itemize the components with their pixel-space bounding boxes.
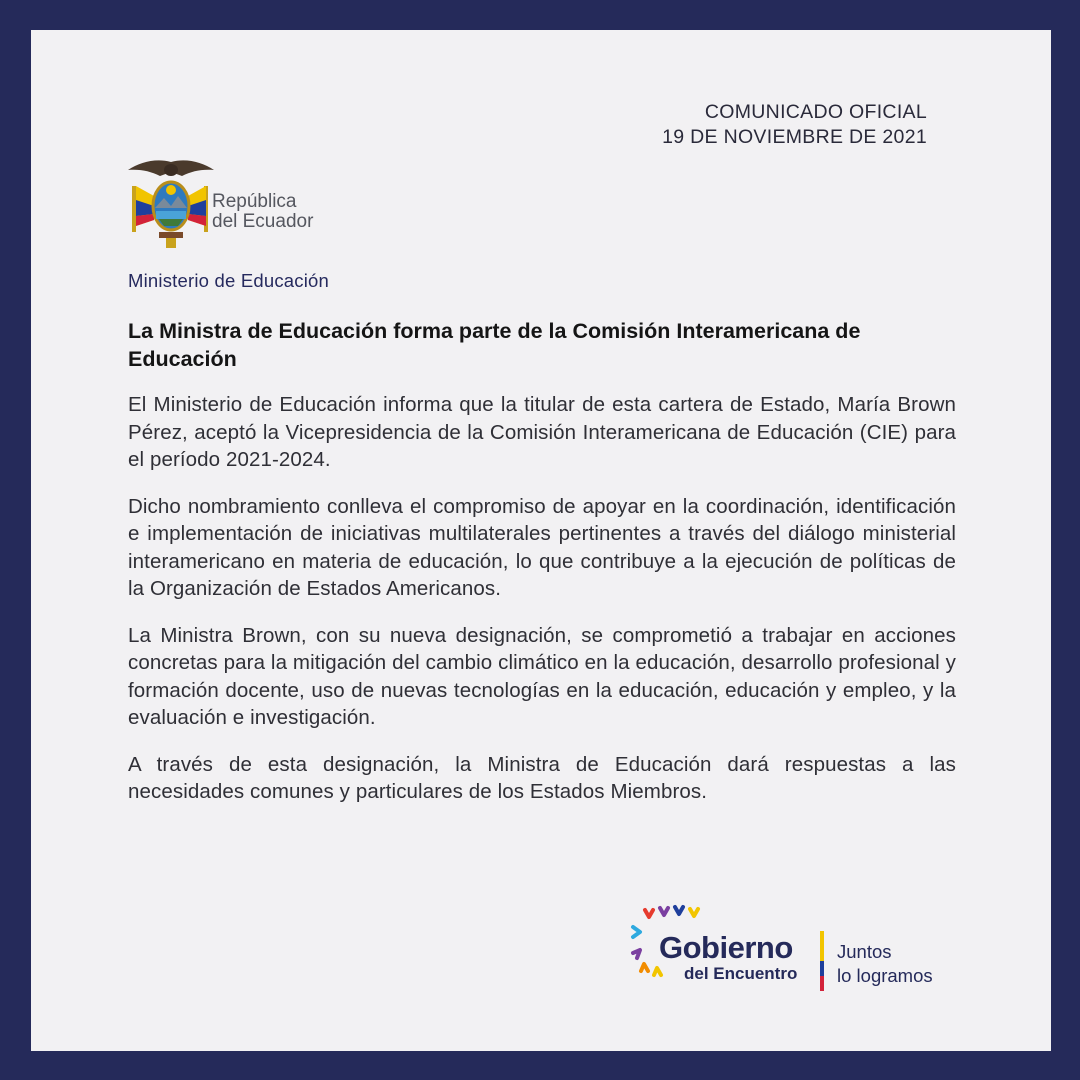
country-line-1: República — [212, 191, 297, 212]
document-date: 19 DE NOVIEMBRE DE 2021 — [662, 126, 927, 148]
slogan — [837, 940, 933, 988]
gobierno-logo-text: Gobierno — [659, 930, 793, 965]
document-sheet — [31, 30, 1051, 1051]
slogan-line-2: lo logramos — [837, 965, 933, 986]
document-header — [662, 100, 927, 150]
article-paragraph-4: A través de esta designación, la Ministra de Educación dará respuestas a las necesidades comunes y particulares de los Estados Miembros. — [128, 752, 956, 803]
coat-of-arms-icon — [126, 156, 216, 252]
article-paragraph-3: La Ministra Brown, con su nueva designación, se comprometió a trabajar en acciones concretas para la mitigación del cambio climático en la educación, desarrollo profesional y formación docente, uso de nuevas tecnologías en la educación, educación y empleo, y la evaluación e investigación. — [128, 623, 956, 729]
document-type: COMUNICADO OFICIAL — [704, 101, 927, 123]
logo-separator — [820, 931, 824, 991]
article-body — [128, 317, 956, 825]
article-headline: La Ministra de Educación forma parte de la Comisión Interamericana de Educación — [128, 319, 861, 371]
article-paragraph-2: Dicho nombramiento conlleva el compromiso de apoyar en la coordinación, identificación e implementación de iniciativas multilaterales pertinentes a través del diálogo ministerial interamericano en materia de educación, lo que contribuye a la ejecución de políticas de la Organización de Estados Americanos. — [128, 494, 956, 600]
country-name — [212, 192, 313, 232]
article-paragraph-1: El Ministerio de Educación informa que la titular de esta cartera de Estado, María Brown Pérez, aceptó la Vicepresidencia de la Comisión Interamericana de Educación (CIE) para el período 2021-2024. — [128, 393, 956, 471]
country-line-2: del Ecuador — [212, 211, 314, 232]
slogan-line-1: Juntos — [837, 941, 892, 962]
gobierno-logo-subtext: del Encuentro — [684, 964, 798, 983]
ministry-name: Ministerio de Educación — [128, 270, 330, 291]
